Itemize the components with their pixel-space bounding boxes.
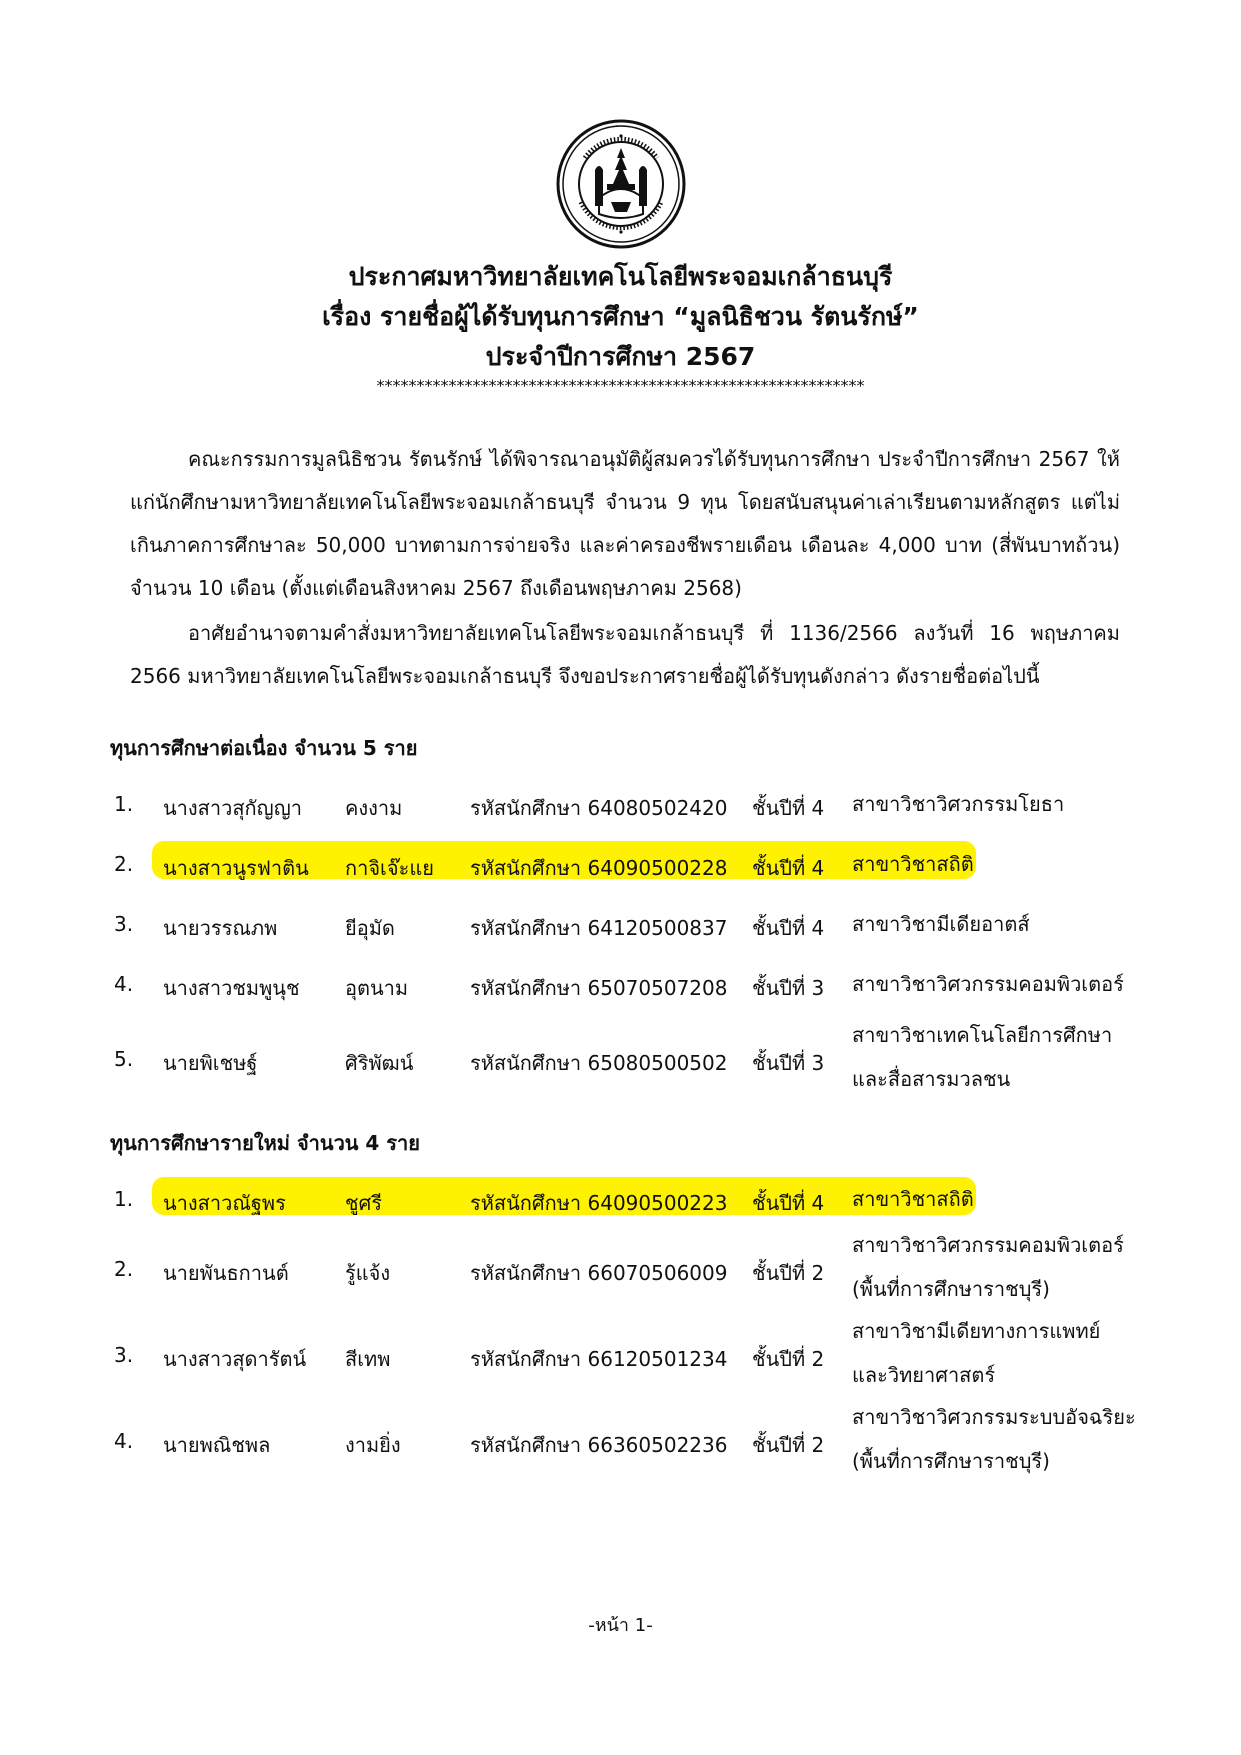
student-id: รหัสนักศึกษา 64120500837 bbox=[470, 916, 728, 940]
last-name: อุตนาม bbox=[345, 976, 409, 1000]
year-level: ชั้นปีที่ 4 bbox=[752, 1191, 825, 1215]
last-name: ยีอุมัด bbox=[345, 916, 395, 940]
first-name: นางสาวนูรฟาติน bbox=[163, 856, 309, 880]
paragraph-2-text: อาศัยอำนาจตามคำสั่งมหาวิทยาลัยเทคโนโลยีพระจอมเกล้าธนบุรี ที่ 1136/2566 ลงวันที่ 16 พฤษภาคม 2566 มหาวิทยาลัยเทคโนโลยีพระจอมเกล้าธนบุรี จึงขอประกาศรายชื่อผู้ได้รับทุนดังกล่าว ดังรายชื่อต่อไปนี้ bbox=[130, 621, 1120, 688]
major-line: สาขาวิชาวิศวกรรมโยธา bbox=[852, 792, 1065, 816]
row-number: 4. bbox=[114, 1429, 134, 1453]
university-seal-icon bbox=[555, 118, 687, 250]
paragraph-1 bbox=[130, 438, 1120, 610]
last-name: ชูศรี bbox=[345, 1191, 383, 1215]
major bbox=[852, 1223, 1124, 1311]
year-level: ชั้นปีที่ 2 bbox=[752, 1261, 825, 1285]
major bbox=[852, 1013, 1112, 1101]
major-line: สาขาวิชาวิศวกรรมคอมพิวเตอร์ bbox=[852, 1233, 1124, 1257]
last-name: กาจิเจ๊ะแย bbox=[345, 856, 434, 880]
row-number: 4. bbox=[114, 972, 134, 996]
student-id: รหัสนักศึกษา 64090500223 bbox=[470, 1191, 728, 1215]
major bbox=[852, 902, 1030, 946]
last-name: สีเทพ bbox=[345, 1347, 391, 1371]
student-id: รหัสนักศึกษา 65070507208 bbox=[470, 976, 728, 1000]
student-id: รหัสนักศึกษา 66070506009 bbox=[470, 1261, 728, 1285]
student-id: รหัสนักศึกษา 64090500228 bbox=[470, 856, 728, 880]
major bbox=[852, 1309, 1100, 1397]
major-line: (พื้นที่การศึกษาราชบุรี) bbox=[852, 1449, 1050, 1473]
year-level: ชั้นปีที่ 3 bbox=[752, 1051, 825, 1075]
major bbox=[852, 1395, 1136, 1483]
first-name: นายวรรณภพ bbox=[163, 916, 278, 940]
major-line: สาขาวิชาสถิติ bbox=[852, 1187, 974, 1211]
major-line: และวิทยาศาสตร์ bbox=[852, 1363, 996, 1387]
row-number: 2. bbox=[114, 1257, 134, 1281]
last-name: คงงาม bbox=[345, 796, 403, 820]
major-line: สาขาวิชาสถิติ bbox=[852, 852, 974, 876]
paragraph-2 bbox=[130, 612, 1120, 698]
major bbox=[852, 962, 1124, 1006]
major bbox=[852, 842, 974, 886]
last-name: รู้แจ้ง bbox=[345, 1261, 391, 1285]
student-id: รหัสนักศึกษา 65080500502 bbox=[470, 1051, 728, 1075]
last-name: ศิริพัฒน์ bbox=[345, 1051, 414, 1075]
last-name: งามยิ่ง bbox=[345, 1433, 401, 1457]
first-name: นายพันธกานต์ bbox=[163, 1261, 289, 1285]
first-name: นายพิเชษฐ์ bbox=[163, 1051, 258, 1075]
year-level: ชั้นปีที่ 4 bbox=[752, 916, 825, 940]
student-id: รหัสนักศึกษา 64080502420 bbox=[470, 796, 728, 820]
major bbox=[852, 1177, 974, 1221]
row-number: 1. bbox=[114, 1187, 134, 1211]
year-level: ชั้นปีที่ 4 bbox=[752, 856, 825, 880]
star-divider: ************************************************************* bbox=[376, 376, 865, 395]
first-name: นางสาวณัฐพร bbox=[163, 1191, 286, 1215]
row-number: 5. bbox=[114, 1047, 134, 1071]
major-line: สาขาวิชามีเดียทางการแพทย์ bbox=[852, 1319, 1101, 1343]
major-line: สาขาวิชาวิศวกรรมระบบอัจฉริยะ bbox=[852, 1405, 1136, 1429]
major-line: สาขาวิชาเทคโนโลยีการศึกษา bbox=[852, 1023, 1113, 1047]
paragraph-1-text: คณะกรรมการมูลนิธิชวน รัตนรักษ์ ได้พิจารณาอนุมัติผู้สมควรได้รับทุนการศึกษา ประจำปีการศึกษา 2567 ให้แก่นักศึกษามหาวิทยาลัยเทคโนโลยีพระจอมเกล้าธนบุรี จำนวน 9 ทุน โดยสนับสนุนค่าเล่าเรียนตามหลักสูตร แต่ไม่เกินภาคการศึกษาละ 50,000 บาทตามการจ่ายจริง และค่าครองชีพรายเดือน เดือนละ 4,000 บาท (สี่พันบาทถ้วน) จำนวน 10 เดือน (ตั้งแต่เดือนสิงหาคม 2567 ถึงเดือนพฤษภาคม 2568) bbox=[130, 447, 1120, 600]
first-name: นางสาวสุดารัตน์ bbox=[163, 1347, 307, 1371]
title-line-3: ประจำปีการศึกษา 2567 bbox=[485, 342, 756, 371]
first-name: นายพณิชพล bbox=[163, 1433, 271, 1457]
student-id: รหัสนักศึกษา 66360502236 bbox=[470, 1433, 728, 1457]
year-level: ชั้นปีที่ 2 bbox=[752, 1433, 825, 1457]
row-number: 3. bbox=[114, 1343, 134, 1367]
year-level: ชั้นปีที่ 2 bbox=[752, 1347, 825, 1371]
section-heading-new: ทุนการศึกษารายใหม่ จำนวน 4 ราย bbox=[110, 1131, 420, 1155]
major bbox=[852, 782, 1064, 826]
section-heading-continuing: ทุนการศึกษาต่อเนื่อง จำนวน 5 ราย bbox=[110, 736, 418, 760]
major-line: สาขาวิชาวิศวกรรมคอมพิวเตอร์ bbox=[852, 972, 1124, 996]
year-level: ชั้นปีที่ 3 bbox=[752, 976, 825, 1000]
major-line: และสื่อสารมวลชน bbox=[852, 1067, 1011, 1091]
first-name: นางสาวชมพูนุช bbox=[163, 976, 300, 1000]
row-number: 3. bbox=[114, 912, 134, 936]
year-level: ชั้นปีที่ 4 bbox=[752, 796, 825, 820]
title-line-1: ประกาศมหาวิทยาลัยเทคโนโลยีพระจอมเกล้าธนบุรี bbox=[348, 262, 893, 291]
major-line: (พื้นที่การศึกษาราชบุรี) bbox=[852, 1277, 1050, 1301]
title-line-2: เรื่อง รายชื่อผู้ได้รับทุนการศึกษา “มูลนิธิชวน รัตนรักษ์” bbox=[322, 302, 919, 331]
first-name: นางสาวสุกัญญา bbox=[163, 796, 302, 820]
page-number: -หน้า 1- bbox=[588, 1615, 653, 1636]
student-id: รหัสนักศึกษา 66120501234 bbox=[470, 1347, 728, 1371]
row-number: 2. bbox=[114, 852, 134, 876]
announcement-title bbox=[0, 257, 1241, 395]
row-number: 1. bbox=[114, 792, 134, 816]
major-line: สาขาวิชามีเดียอาตส์ bbox=[852, 912, 1030, 936]
